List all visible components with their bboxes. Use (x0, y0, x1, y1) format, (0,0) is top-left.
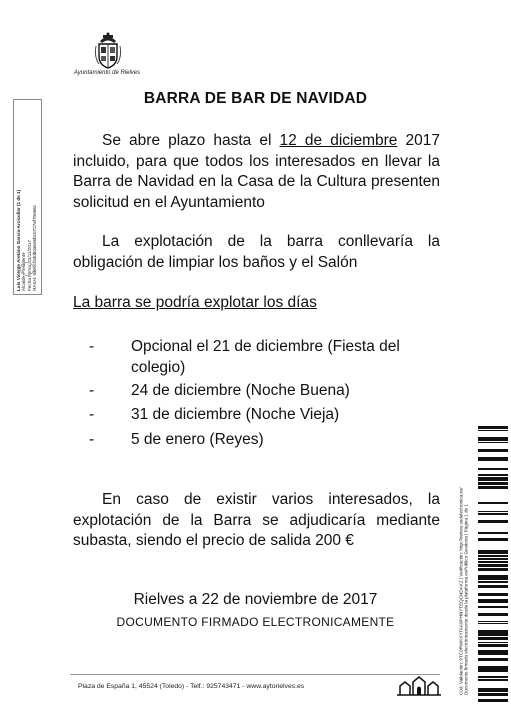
day-item-new-years-eve: 31 de diciembre (Noche Vieja) (131, 406, 340, 423)
coat-of-arms-crest (93, 32, 123, 70)
p2-text: La explotación de la barra conllevaría la obligación de limpiar los baños y el Salón (73, 233, 440, 271)
signature-date: Fecha Firma: 22/11/2017 (27, 240, 32, 291)
bullet-marker: - (89, 431, 95, 448)
p1-after: 2017 incluido, para que todos los interesados en llevar la Barra de Navidad en la Casa de la Cultura presenten solicitud en el Ayuntamiento (73, 132, 440, 211)
signature-seal-icon (20, 262, 34, 276)
bullet-marker: - (89, 338, 95, 355)
day-item-optional: Opcional el 21 de diciembre (Fiesta del colegio) (131, 338, 400, 376)
bullet-marker: - (89, 382, 95, 399)
p3-text: En caso de existir varios interesados, la explotación de la Barra se adjudicaría mediante subasta, siendo el precio de salida 200 € (73, 491, 440, 549)
paragraph-auction (73, 490, 440, 552)
signature-hash: HASH: 9ae0cf3d0b0a5e6bc0727af70e66c (32, 204, 38, 291)
place-and-date: Rielves a 22 de noviembre de 2017 (133, 591, 378, 608)
deadline-date: 12 de diciembre (279, 132, 398, 149)
signature-role: Alcalde-Presidente (21, 252, 27, 291)
signature-signer: Luis Vicente Aretano García-Arcicollar (1 de 1) (16, 189, 22, 291)
day-item-christmas-eve: 24 de diciembre (Noche Buena) (131, 382, 350, 399)
p1-before: Se abre plazo hasta el (102, 132, 280, 149)
town-hall-label: Ayuntamiento de Rielves (73, 70, 141, 76)
paragraph-deadline (73, 131, 440, 213)
document-title: BARRA DE BAR DE NAVIDAD (143, 90, 368, 107)
bullet-marker: - (89, 406, 95, 423)
days-heading: La barra se podría explotar los días (73, 294, 317, 311)
day-item-reyes: 5 de enero (Reyes) (131, 431, 264, 448)
electronically-signed-label: DOCUMENTO FIRMADO ELECTRONICAMENTE (116, 615, 395, 629)
csv-validation-text (459, 425, 470, 695)
csv-validation-line: Cód. Validación: 9TC9RWKXYTAA9PHNYTEQCNDAKZ | Verificación: http://rielves.sedelectronica.es/ (458, 487, 464, 695)
footer-address: Plaza de España 1, 45524 (Toledo) - Telf.: 925743471 - www.aytorielves.es (78, 683, 305, 690)
csv-platform-line: Documento firmado electrónicamente desde la plataforma esPublico Gestiona | Página 1 de 1 (464, 504, 469, 695)
paragraph-obligations (73, 232, 440, 273)
footer-divider (70, 674, 440, 675)
town-logo-icon (397, 674, 441, 696)
validation-barcode (478, 426, 508, 702)
